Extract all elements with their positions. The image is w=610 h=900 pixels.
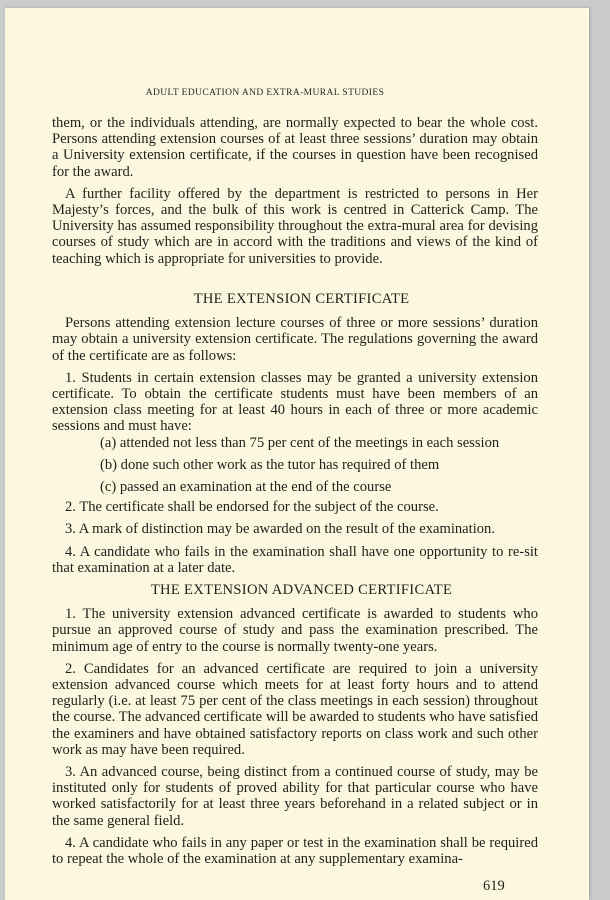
regulation-item: 1. Students in certain extension classes may be granted a university extension certificate. To obtain the certificate students must have been members of an extension class meeting for at least 40 hours in each of three or more academic sessions and must have: [52,369,538,435]
section-heading: THE EXTENSION CERTIFICATE [193,291,410,307]
regulation-item: 1. The university extension advanced certificate is awarded to students who pursue an approved course of study and pass the examination prescribed. The minimum age of entry to the course is normally twenty-one years. [52,606,538,655]
section-heading: THE EXTENSION ADVANCED CERTIFICATE [150,582,453,598]
page [5,8,589,900]
regulation-item: 2. The certificate shall be endorsed for the subject of the course. [65,499,439,516]
running-head: ADULT EDUCATION AND EXTRA-MURAL STUDIES [145,88,385,98]
regulation-item: 3. A mark of distinction may be awarded on the result of the examination. [65,521,496,538]
intro-paragraph: A further facility offered by the department is restricted to persons in Her Majesty’s forces, and the bulk of this work is centred in Catterick Camp. The University has assumed responsibility throughout the extra-mural area for devising courses of study which are in accord with the traditions and views of the kind of teaching which is appropriate for universities to provide. [52,185,538,267]
regulation-item: 4. A candidate who fails in any paper or test in the examination shall be required to repeat the whole of the examination at any supplementary examina- [52,834,538,868]
regulation-item: 4. A candidate who fails in the examination shall have one opportunity to re-sit that examination at a later date. [52,543,538,576]
regulation-subitem: (a) attended not less than 75 per cent of the meetings in each session [100,434,500,451]
regulation-subitem: (b) done such other work as the tutor has required of them [100,456,440,473]
regulation-subitem: (c) passed an examination at the end of the course [100,479,392,496]
section-intro: Persons attending extension lecture courses of three or more sessions’ duration may obtain a university extension certificate. The regulations governing the award of the certificate are as follows: [52,315,538,364]
page-number: 619 [483,878,505,894]
section-extension-certificate [52,291,538,582]
regulation-item: 2. Candidates for an advanced certificate are required to join a university extension advanced course which meets for at least forty hours and to attend regularly (i.e. at least 75 per cent of the class meetings in each session) throughout the course. The advanced certificate will be awarded to students who have satisfied the examiners and have obtained satisfactory reports on class work and such other work as may have been required. [52,660,538,758]
intro-block [52,115,538,273]
regulation-item: 3. An advanced course, being distinct from a continued course of study, may be instituted only for students of proved ability for that particular course who have worked satisfactorily for at least three years beforehand in a related subject or in the same general field. [52,764,538,829]
section-extension-advanced-certificate [52,582,538,873]
intro-paragraph: them, or the individuals attending, are normally expected to bear the whole cost. Persons attending extension courses of at least three sessions’ duration may obtain a University extension certificate, if the courses in question have been recognised for the award. [52,115,538,180]
